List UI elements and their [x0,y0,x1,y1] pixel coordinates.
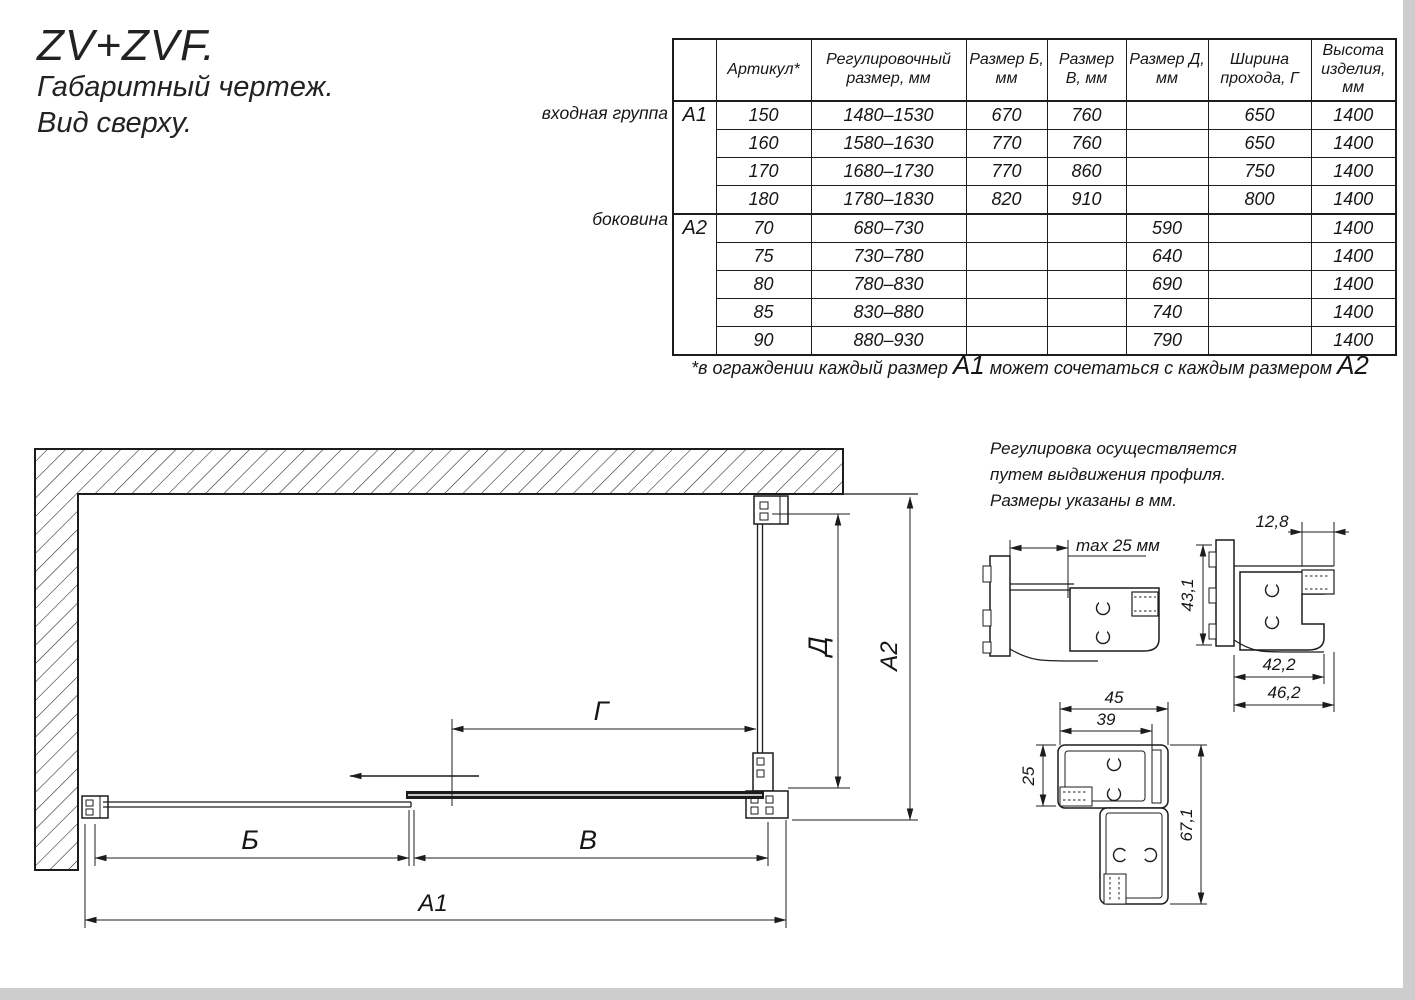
header-height: Высота изделия, мм [1311,39,1396,101]
dim-label-431: 43,1 [1178,578,1197,612]
header-size-d: Размер Д, мм [1126,39,1208,101]
table-cell: 820 [966,186,1047,215]
table-cell: 70 [716,214,811,243]
table-cell [966,299,1047,327]
footnote-text: может сочетаться с каждым размером [984,358,1338,378]
footnote-text: *в ограждении каждый размер [691,358,953,378]
dim-g [452,696,756,806]
dim-a1 [85,820,786,928]
table-cell [1208,214,1311,243]
table-cell [1047,299,1126,327]
dim-label-b: Б [241,825,259,855]
table-cell: 1400 [1311,327,1396,356]
table-cell: 730–780 [811,243,966,271]
table-cell [1208,271,1311,299]
table-row [673,299,1396,327]
table-row [673,130,1396,158]
dim-label-462: 46,2 [1267,683,1301,702]
dim-label-25: 25 [1019,766,1038,786]
table-cell: 760 [1047,130,1126,158]
subtitle-drawing-type: Габаритный чертеж. [37,71,334,104]
dim-label-45: 45 [1104,688,1124,707]
table-footnote [660,350,1400,381]
dim-label-max25: max 25 мм [1076,536,1160,555]
table-cell: 150 [716,101,811,130]
table-cell: 1400 [1311,214,1396,243]
table-cell: 780–830 [811,271,966,299]
fixed-panel [82,796,411,818]
table-cell: 790 [1126,327,1208,356]
header-corner [673,39,716,101]
table-cell: 800 [1208,186,1311,215]
header-size-v: Размер В, мм [1047,39,1126,101]
table-row [673,158,1396,186]
table-cell: 1580–1630 [811,130,966,158]
table-cell: 640 [1126,243,1208,271]
table-cell: 750 [1208,158,1311,186]
table-row [673,101,1396,130]
table-cell [966,243,1047,271]
table-cell: 1400 [1311,271,1396,299]
table-cell [1126,130,1208,158]
table-row [673,271,1396,299]
detail-wall-profile-section [1178,512,1349,712]
table-cell: 690 [1126,271,1208,299]
note-line: Регулировка осуществляется [990,439,1237,458]
table-row [673,243,1396,271]
note-line: Размеры указаны в мм. [990,491,1177,510]
dim-label-a1: А1 [418,890,448,917]
subtitle-view: Вид сверху. [37,106,192,139]
detail-corner-profile-section [1019,688,1207,904]
title-block [37,22,334,141]
header-row [673,39,1396,101]
dim-label-39: 39 [1096,710,1116,729]
dim-label-g: Г [593,696,609,726]
header-artikul: Артикул* [716,39,811,101]
table-row [673,214,1396,243]
table-cell: 1400 [1311,243,1396,271]
table-cell: 1400 [1311,101,1396,130]
table-cell: 650 [1208,101,1311,130]
table-cell [966,214,1047,243]
table-cell [1208,299,1311,327]
dim-v [414,810,768,866]
group-code-a2: А2 [673,214,716,355]
table-cell: 760 [1047,101,1126,130]
table-cell [1047,214,1126,243]
header-size-b: Размер Б, мм [966,39,1047,101]
table-cell: 1780–1830 [811,186,966,215]
table-cell: 160 [716,130,811,158]
model-title: ZV+ZVF. [37,21,216,70]
dim-label-d: Д [803,636,833,656]
table-cell: 860 [1047,158,1126,186]
dim-label-a2: А2 [876,641,903,671]
table-cell [1126,158,1208,186]
dim-a2 [792,497,918,820]
page-edge-right [1403,0,1415,1000]
dim-label-128: 12,8 [1255,512,1289,531]
dim-label-422: 42,2 [1262,655,1296,674]
table-cell: 680–730 [811,214,966,243]
table-cell: 85 [716,299,811,327]
group-code-a1: А1 [673,101,716,214]
dim-b [95,810,409,866]
table-cell: 740 [1126,299,1208,327]
group-label-side: боковина [592,209,668,229]
detail-adjustment-profile [983,536,1160,661]
table-row [673,186,1396,215]
table-cell: 170 [716,158,811,186]
table-cell [1047,271,1126,299]
corner-profile [746,753,788,818]
table-cell: 75 [716,243,811,271]
side-panel [754,496,788,753]
table-cell [1047,243,1126,271]
table-cell: 1400 [1311,299,1396,327]
table-cell: 590 [1126,214,1208,243]
dim-label-v: В [578,825,598,855]
side-panel-wall-profile [754,496,788,524]
table-cell [1208,243,1311,271]
dim-d [772,514,850,788]
spec-table [672,38,1397,356]
note-line: путем выдвижения профиля. [990,465,1226,484]
plan-drawing [0,420,1415,1000]
table-cell: 1480–1530 [811,101,966,130]
table-cell: 770 [966,130,1047,158]
table-cell: 830–880 [811,299,966,327]
table-cell [966,271,1047,299]
table-cell: 880–930 [811,327,966,356]
table-cell: 910 [1047,186,1126,215]
group-label-entrance: входная группа [541,103,668,123]
table-cell: 650 [1208,130,1311,158]
sliding-door [406,791,764,799]
page-edge-bottom [0,988,1415,1000]
dim-label-671: 67,1 [1177,808,1196,842]
table-cell [1126,101,1208,130]
footnote-a2: А2 [1337,350,1369,380]
table-cell: 1400 [1311,130,1396,158]
header-reg-size: Регулировочный размер, мм [811,39,966,101]
table-cell: 1400 [1311,158,1396,186]
table-cell: 1400 [1311,186,1396,215]
table-cell: 670 [966,101,1047,130]
table-cell: 80 [716,271,811,299]
table-cell: 180 [716,186,811,215]
table-cell: 1680–1730 [811,158,966,186]
table-cell: 90 [716,327,811,356]
table-cell [1126,186,1208,215]
footnote-a1: А1 [952,350,985,380]
table-cell: 770 [966,158,1047,186]
header-pass-width: Ширина прохода, Г [1208,39,1311,101]
